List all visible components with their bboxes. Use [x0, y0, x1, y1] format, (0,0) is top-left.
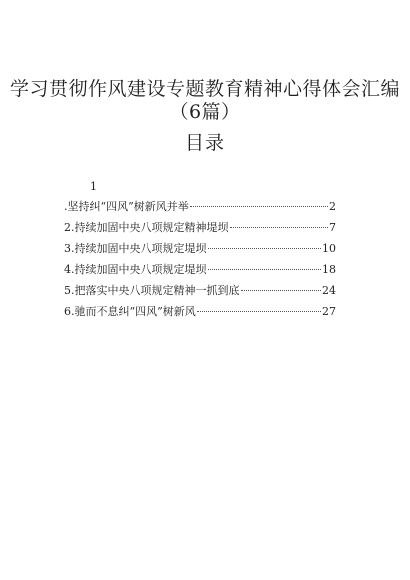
toc-entry[interactable]	[64, 238, 336, 259]
toc-entry[interactable]	[64, 280, 336, 301]
toc-entry-label: 2.持续加固中央八项规定精神堤坝	[64, 221, 229, 234]
toc-entry-page: 7	[329, 221, 336, 234]
toc-heading: 目录	[184, 132, 225, 154]
toc-entry[interactable]	[64, 259, 336, 280]
table-of-contents	[64, 196, 336, 322]
toc-entry-page: 18	[322, 263, 336, 276]
toc-dot-leader	[241, 290, 322, 291]
toc-dot-leader	[230, 227, 329, 228]
toc-entry-label: 6.驰而不息纠“四风”树新风	[64, 305, 196, 318]
document-title: 学习贯彻作风建设专题教育精神心得体会汇编	[9, 78, 400, 100]
toc-dot-leader	[197, 311, 321, 312]
toc-entry-label: 5.把落实中央八项规定精神一抓到底	[64, 284, 240, 297]
toc-dot-leader	[190, 206, 328, 207]
toc-entry-label: .坚持纠“四风”树新风并举	[64, 200, 189, 213]
toc-entry-page: 2	[329, 200, 336, 213]
toc-entry-page: 24	[322, 284, 336, 297]
toc-entry-page: 10	[322, 242, 336, 255]
toc-entry-page: 27	[322, 305, 336, 318]
toc-dot-leader	[208, 269, 322, 270]
toc-entry-label: 3.持续加固中央八项规定堤坝	[64, 242, 207, 255]
page-number-marker: 1	[90, 180, 97, 193]
toc-dot-leader	[208, 248, 322, 249]
toc-entry[interactable]	[64, 196, 336, 217]
toc-entry-label: 4.持续加固中央八项规定堤坝	[64, 263, 207, 276]
toc-entry[interactable]	[64, 217, 336, 238]
document-subtitle-count: （6篇）	[169, 101, 241, 123]
toc-entry[interactable]	[64, 301, 336, 322]
